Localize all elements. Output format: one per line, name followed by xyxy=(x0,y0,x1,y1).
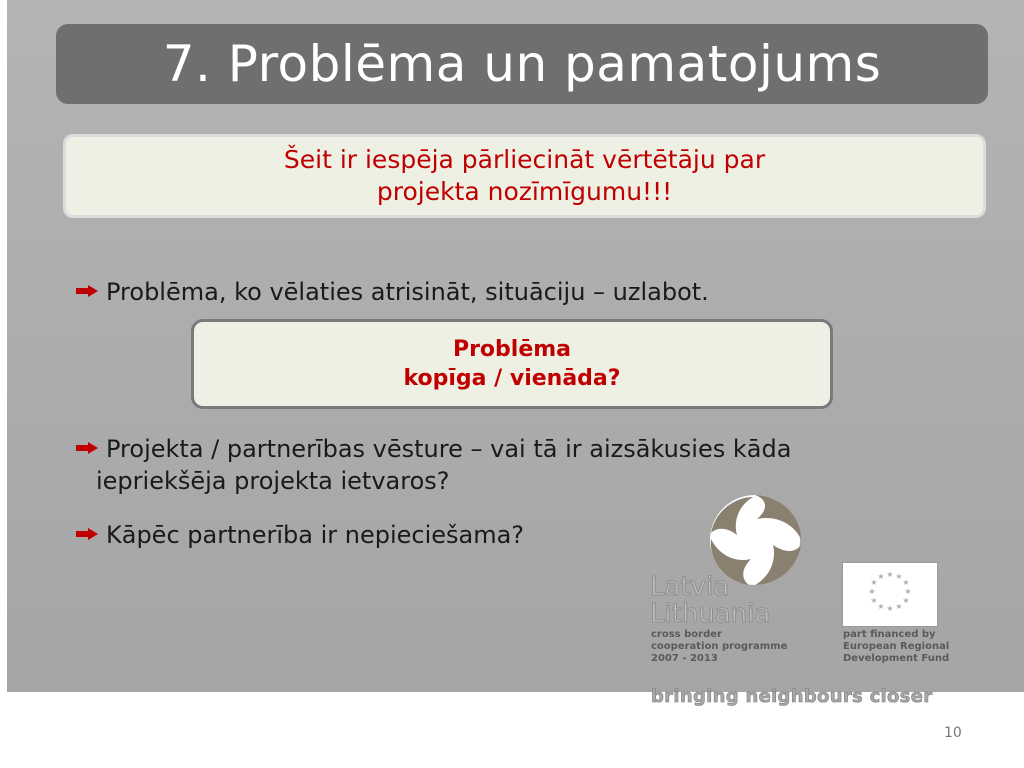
svg-text:★: ★ xyxy=(895,602,903,611)
eu-funding-text xyxy=(843,629,949,665)
programme-subtitle-line3: 2007 - 2013 xyxy=(651,653,718,664)
eu-funding-line1: part financed by xyxy=(843,629,936,640)
svg-text:★: ★ xyxy=(895,572,903,581)
svg-text:★: ★ xyxy=(877,572,885,581)
eu-flag-icon xyxy=(842,562,938,627)
svg-text:★: ★ xyxy=(870,596,878,605)
programme-subtitle-line2: cooperation programme xyxy=(651,641,788,652)
svg-text:★: ★ xyxy=(902,596,910,605)
programme-logo-name xyxy=(650,574,770,628)
eu-funding-line2: European Regional xyxy=(843,641,950,652)
arrow-bullet-icon xyxy=(76,528,98,540)
svg-text:★: ★ xyxy=(902,578,910,587)
callout-persuade-line2: projekta nozīmīgumu!!! xyxy=(376,177,673,206)
bullet-text: Projekta / partnerības vēsture – vai tā ir aizsākusies kāda xyxy=(106,435,792,463)
callout-common-problem-line2: kopīga / vienāda? xyxy=(403,366,621,391)
svg-text:★: ★ xyxy=(886,570,894,579)
bullet-item-problem xyxy=(76,276,709,308)
callout-persuade-line1: Šeit ir iespēja pārliecināt vērtētāju par xyxy=(283,145,766,174)
arrow-bullet-icon xyxy=(76,442,98,454)
page-number: 10 xyxy=(944,725,962,741)
bullet-item-history xyxy=(76,433,956,497)
slide-title: 7. Problēma un pamatojums xyxy=(162,35,882,93)
callout-common-problem-line1: Problēma xyxy=(452,337,572,362)
bullet-text: Kāpēc partnerība ir nepieciešama? xyxy=(106,521,525,549)
slogan: bringing neighbours closer xyxy=(651,686,933,707)
eu-funding-line3: Development Fund xyxy=(843,653,950,664)
callout-common-problem xyxy=(191,319,833,409)
bullet-item-need xyxy=(76,519,524,551)
programme-logo-latvia: Latvia xyxy=(650,572,730,602)
svg-text:★: ★ xyxy=(870,578,878,587)
bullet-text-continuation: iepriekšēja projekta ietvaros? xyxy=(96,467,450,495)
bullet-text: Problēma, ko vēlaties atrisināt, situāciju – uzlabot. xyxy=(106,278,709,306)
callout-persuade xyxy=(63,134,986,218)
programme-logo-lithuania: Lithuania xyxy=(650,599,771,629)
programme-logo-subtitle xyxy=(651,629,787,665)
programme-subtitle-line1: cross border xyxy=(651,629,722,640)
title-bar xyxy=(56,24,988,104)
svg-text:★: ★ xyxy=(877,602,885,611)
svg-text:★: ★ xyxy=(868,587,876,596)
svg-text:★: ★ xyxy=(886,604,894,613)
svg-text:★: ★ xyxy=(904,587,912,596)
arrow-bullet-icon xyxy=(76,285,98,297)
